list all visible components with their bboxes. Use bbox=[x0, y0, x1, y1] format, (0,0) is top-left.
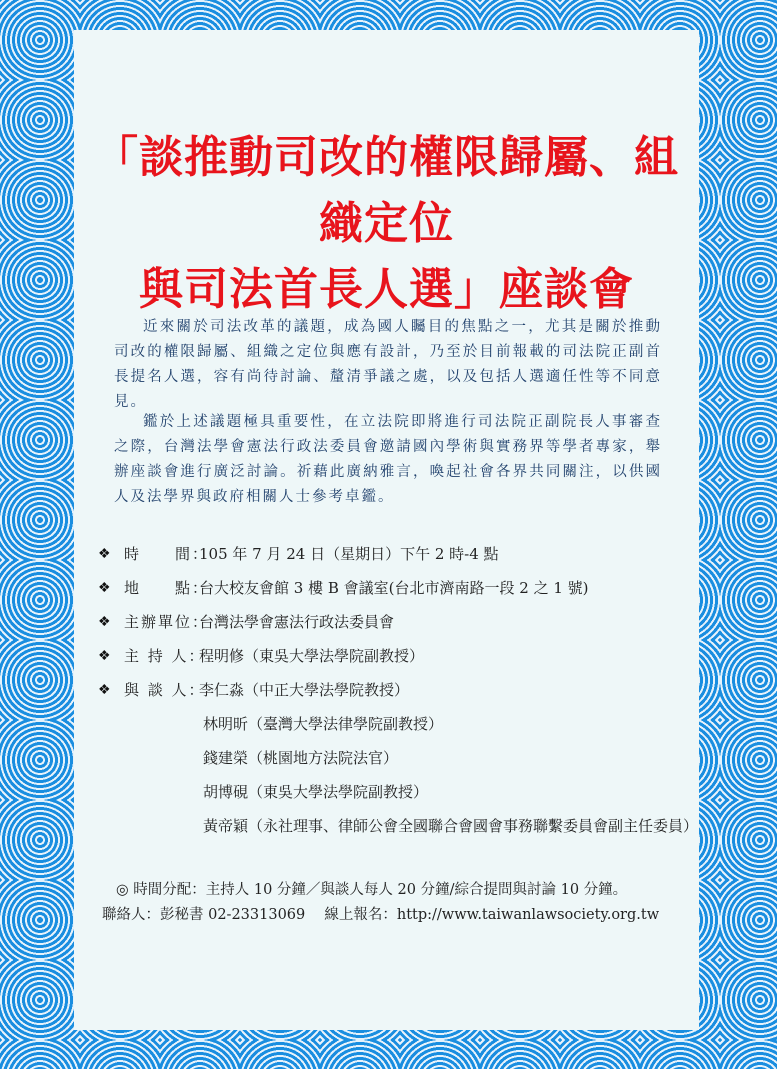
panelist-row bbox=[98, 741, 698, 775]
intro-paragraph-1: 近來關於司法改革的議題，成為國人矚目的焦點之一，尤其是關於推動司改的權限歸屬、組織之定位與應有設計，乃至於目前報載的司法院正副首長提名人選，容有尚待討論、釐清爭議之處，以及包括人選適任性等不同意見。 bbox=[114, 319, 662, 410]
panelist-label: 與 談 人： bbox=[124, 681, 206, 699]
panelist-row bbox=[98, 673, 698, 707]
place-label: 地 點： bbox=[124, 579, 210, 597]
panelist-1: 李仁淼（中正大學法學院教授） bbox=[199, 681, 410, 699]
organizer-row bbox=[98, 605, 698, 639]
panelist-3: 錢建榮（桃園地方法院法官） bbox=[203, 749, 399, 767]
contact-line: 聯絡人：彭秘書 02-23313069 線上報名：http://www.taiwanlawsociety.org.tw bbox=[102, 907, 660, 923]
panelist-4: 胡博硯（東吳大學法學院副教授） bbox=[203, 783, 429, 801]
diamond-bullet-icon: ❖ bbox=[98, 614, 111, 630]
time-value: 105 年 7 月 24 日（星期日）下午 2 時-4 點 bbox=[199, 545, 499, 563]
poster-panel bbox=[74, 30, 699, 1030]
panelist-row bbox=[98, 707, 698, 741]
host-row bbox=[98, 639, 698, 673]
organizer-value: 台灣法學會憲法行政法委員會 bbox=[199, 613, 395, 631]
diamond-bullet-icon: ❖ bbox=[98, 580, 111, 596]
host-label: 主 持 人： bbox=[124, 647, 206, 665]
panelist-2: 林明昕（臺灣大學法律學院副教授） bbox=[203, 715, 444, 733]
host-value: 程明修（東吳大學法學院副教授） bbox=[199, 647, 425, 665]
title-line-2: 與司法首長人選」座談會 bbox=[139, 264, 634, 315]
time-label: 時 間： bbox=[124, 545, 210, 563]
place-value: 台大校友會館 3 樓 B 會議室(台北市濟南路一段 2 之 1 號) bbox=[199, 579, 589, 597]
organizer-label: 主辦單位： bbox=[124, 613, 210, 631]
time-row bbox=[98, 537, 698, 571]
place-row bbox=[98, 571, 698, 605]
panelist-row bbox=[98, 775, 698, 809]
poster-title bbox=[74, 125, 699, 323]
diamond-bullet-icon: ❖ bbox=[98, 546, 111, 562]
panelist-row bbox=[98, 809, 698, 843]
title-line-1: 「談推動司改的權限歸屬、組織定位 bbox=[94, 132, 679, 249]
diamond-bullet-icon: ❖ bbox=[98, 648, 111, 664]
footer bbox=[102, 878, 702, 928]
intro-paragraph-2: 鑑於上述議題極具重要性，在立法院即將進行司法院正副院長人事審查之際，台灣法學會憲法行政法委員會邀請國內學術與實務界等學者專家，舉辦座談會進行廣泛討論。祈藉此廣納雅言，喚起社會各界共同關注，以供國人及法學界與政府相關人士參考卓鑑。 bbox=[114, 414, 662, 505]
diamond-bullet-icon: ❖ bbox=[98, 682, 111, 698]
panelist-5: 黃帝穎（永社理事、律師公會全國聯合會國會事務聯繫委員會副主任委員） bbox=[203, 817, 699, 835]
time-allocation: ◎ 時間分配：主持人 10 分鐘／與談人每人 20 分鐘/綜合提問與討論 10 分鐘。 bbox=[116, 882, 628, 898]
event-info bbox=[98, 537, 698, 843]
